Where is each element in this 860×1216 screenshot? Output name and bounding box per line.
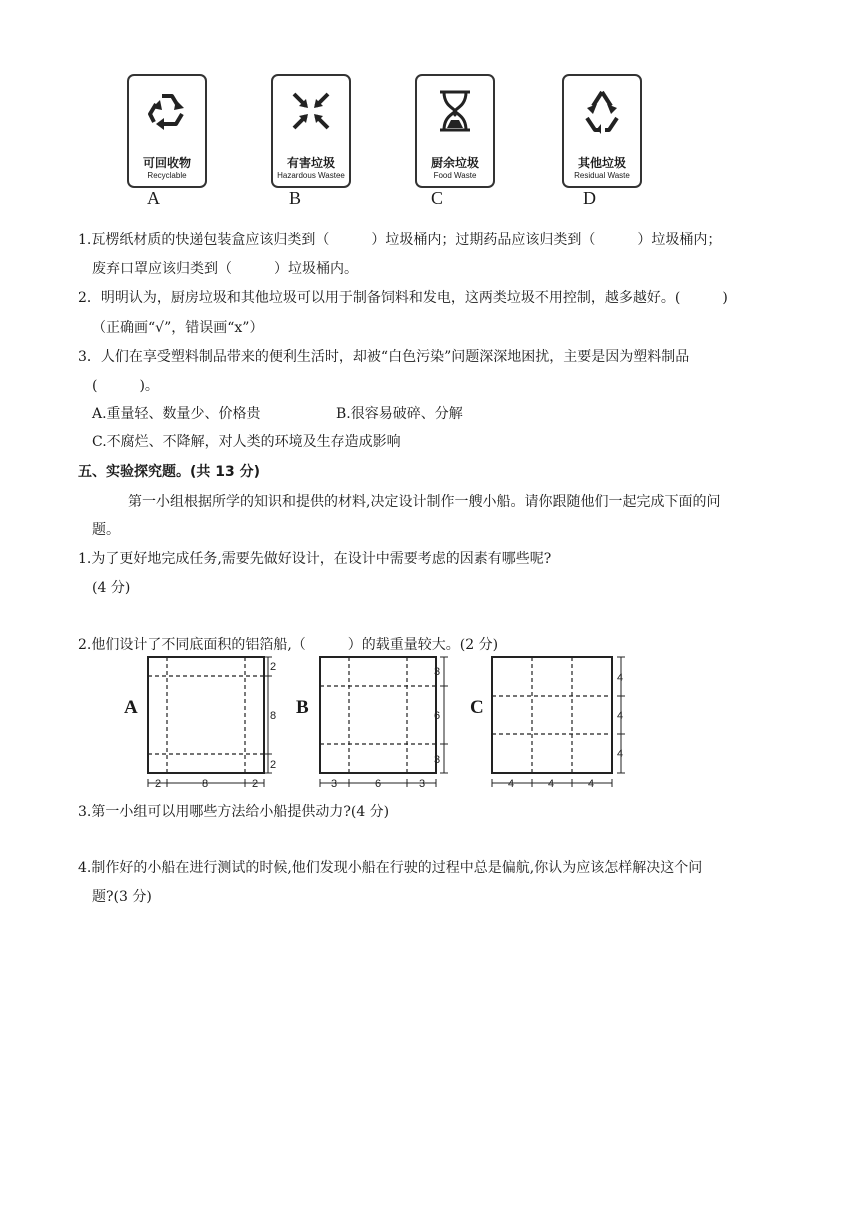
hourglass-icon	[430, 86, 480, 136]
side-dim-2: 8	[270, 710, 277, 722]
bin-sign-food	[415, 74, 495, 188]
bottom-dim-3: 3	[419, 778, 426, 790]
problem-4-line-1: 4.制作好的小船在进行测试的时候,他们发现小船在行驶的过程中总是偏航,你认为应该怎样解决这个问	[78, 860, 703, 876]
question-1-line-2: 废弃口罩应该归类到（ ）垃圾桶内。	[92, 261, 358, 277]
bottom-dim-2: 6	[375, 778, 382, 790]
bin-label-cn: 可回收物	[142, 156, 191, 170]
recycle-arrows-icon	[142, 86, 192, 136]
boat-diagram-a	[144, 653, 279, 793]
bottom-dim-3: 2	[252, 778, 259, 790]
bin-label-en: Recyclable	[147, 171, 187, 180]
question-3-option-c: C.不腐烂、不降解，对人类的环境及生存造成影响	[92, 434, 401, 450]
boat-diagram-c	[488, 653, 633, 793]
side-dim-3: 2	[270, 759, 277, 771]
boat-label-a: A	[124, 697, 138, 718]
section-5-intro-line-2: 题。	[92, 522, 120, 538]
question-1-line-1: 1.瓦楞纸材质的快递包装盒应该归类到（ ）垃圾桶内；过期药品应该归类到（ ）垃圾桶内；	[78, 232, 722, 248]
section-5-intro-line-1: 第一小组根据所学的知识和提供的材料,决定设计制作一艘小船。请你跟随他们一起完成下面的问	[128, 494, 721, 510]
bin-letter-b: B	[289, 188, 302, 208]
question-3-option-b: B.很容易破碎、分解	[336, 406, 463, 422]
bin-sign-residual	[562, 74, 642, 188]
question-2-line-1: 2．明明认为，厨房垃圾和其他垃圾可以用于制备饲料和发电，这两类垃圾不用控制，越多越好。( )	[78, 290, 728, 306]
side-dim-2: 6	[434, 710, 441, 722]
question-3-line-2: ( )。	[92, 378, 159, 394]
side-dim-3: 4	[617, 748, 624, 760]
section-5-heading: 五、实验探究题。(共 13 分)	[78, 464, 261, 480]
problem-2: 2.他们设计了不同底面积的铝箔船,（ ）的载重量较大。(2 分)	[78, 637, 499, 653]
bin-label-en: Food Waste	[433, 171, 477, 180]
bin-sign-recyclable	[127, 74, 207, 188]
boat-label-b: B	[296, 697, 309, 718]
triangle-arrows-icon	[577, 86, 627, 136]
side-dim-1: 2	[270, 661, 277, 673]
bottom-dim-2: 4	[548, 778, 555, 790]
question-2-line-2: （正确画“√”，错误画“x”）	[92, 320, 264, 336]
bin-letter-c: C	[431, 188, 444, 208]
question-3-line-1: 3．人们在享受塑料制品带来的便利生活时，却被“白色污染”问题深深地困扰，主要是因为塑料制品	[78, 349, 690, 365]
bottom-dim-1: 2	[155, 778, 162, 790]
bottom-dim-1: 3	[331, 778, 338, 790]
bin-label-en: Hazardous Wastee	[277, 171, 345, 180]
bottom-dim-2: 8	[202, 778, 209, 790]
problem-1-line-2: (4 分)	[92, 580, 131, 596]
bin-label-cn: 有害垃圾	[286, 156, 335, 170]
bottom-dim-1: 4	[508, 778, 515, 790]
bin-label-cn: 其他垃圾	[577, 156, 626, 170]
side-dim-1: 3	[434, 666, 441, 678]
hazard-arrows-icon	[286, 86, 336, 136]
question-3-option-a: A.重量轻、数量少、价格贵	[92, 406, 261, 422]
bin-letter-d: D	[583, 188, 596, 208]
side-dim-2: 4	[617, 710, 624, 722]
bottom-dim-3: 4	[588, 778, 595, 790]
problem-1-line-1: 1.为了更好地完成任务,需要先做好设计，在设计中需要考虑的因素有哪些呢?	[78, 551, 552, 567]
side-dim-1: 4	[617, 672, 624, 684]
side-dim-3: 3	[434, 754, 441, 766]
bin-sign-hazardous	[271, 74, 351, 188]
problem-4-line-2: 题?(3 分)	[92, 889, 152, 905]
bin-label-en: Residual Waste	[574, 171, 630, 180]
boat-label-c: C	[470, 697, 484, 718]
bin-label-cn: 厨余垃圾	[430, 156, 479, 170]
boat-diagram-b	[316, 653, 456, 793]
problem-3: 3.第一小组可以用哪些方法给小船提供动力?(4 分)	[78, 804, 390, 820]
bin-letter-a: A	[147, 188, 160, 208]
